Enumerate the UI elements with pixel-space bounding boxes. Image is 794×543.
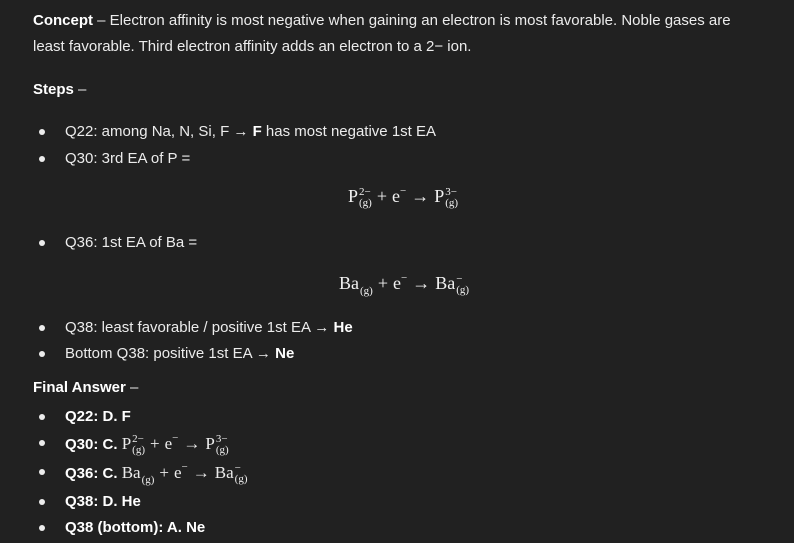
bullet-dot [39,414,45,420]
eq-ba-product-sub: (g) [456,283,470,296]
bullet-dot [39,440,45,446]
equation-p [348,183,458,212]
eq-p-base: P [348,186,359,206]
step-q38b-answer: Ne [275,345,295,362]
eq-electron-sup: − [400,185,407,197]
eq-electron: e [392,186,400,206]
eq-p-product-sub: (g) [445,196,459,209]
eq-ba-product: Ba [214,463,234,482]
bullet-dot [39,240,45,246]
step-q38-answer: He [333,319,353,336]
step-q38 [65,318,353,338]
step-q22-text: Q22: among Na, N, Si, F → [65,123,253,140]
step-q22-answer: F [252,123,262,140]
eq-ba-base: Ba [339,273,359,293]
eq-p-product: P [434,186,445,206]
eq-ba-product-sub: (g) [234,473,248,486]
final-answer-q38-bottom-text: Q38 (bottom): A. Ne [65,519,206,536]
step-q22-tail: has most negative 1st EA [261,123,437,140]
step-q30 [65,149,190,169]
eq-p-product-sub: (g) [215,444,229,457]
eq-electron-sup: − [181,461,188,473]
final-heading [33,378,138,398]
eq-ba-product: Ba [435,273,456,293]
final-answer-q22-text: Q22: D. F [65,408,131,425]
final-answer-q30 [65,432,229,458]
final-answer-q36 [65,461,247,487]
concept-text-2: least favorable. Third electron affinity adds an electron to a 2− ion. [33,38,472,55]
eq-electron: e [164,434,173,453]
eq-plus: + [377,273,388,293]
final-answer-q22 [65,407,131,427]
steps-label: Steps [33,81,74,98]
eq-p-sub: (g) [132,444,145,457]
step-q38-text: Q38: least favorable / positive 1st EA → [65,319,334,336]
eq-arrow: → [192,463,210,482]
eq-electron: e [392,273,401,293]
steps-suffix: – [73,81,87,98]
eq-plus: + [149,434,160,453]
equation-ba [339,270,469,299]
eq-p-sup: 2− [359,185,371,198]
final-answer-q38-text: Q38: D. He [65,493,141,510]
concept-label: Concept [33,12,93,29]
eq-arrow: → [183,434,201,453]
final-answer-q30-text: Q30: C. [65,436,122,453]
eq-electron: e [174,463,182,482]
step-q22 [65,122,436,142]
step-q38-bottom [65,344,294,364]
eq-p-sub: (g) [359,196,372,209]
step-q36 [65,233,197,253]
bullet-dot [39,156,45,162]
bullet-dot [39,499,45,505]
final-label: Final Answer [33,379,126,396]
eq-electron-sup: − [400,272,408,284]
eq-plus: + [159,463,169,482]
eq-p-product-sup: 3− [445,185,457,198]
concept-line-1 [33,11,731,31]
concept-text-1: – Electron affinity is most negative when gaining an electron is most favorable. Noble gases are [93,12,731,29]
eq-p-sup: 2− [132,433,144,446]
eq-arrow: → [411,186,430,206]
eq-p-product-sup: 3− [215,433,228,446]
eq-ba-base: Ba [121,463,141,482]
bullet-dot [39,351,45,357]
eq-p-base: P [121,434,132,453]
bullet-dot [39,469,45,475]
final-suffix: – [125,379,139,396]
steps-heading [33,80,86,100]
bullet-dot [39,325,45,331]
eq-p-product: P [205,434,215,453]
concept-line-2 [33,37,471,57]
eq-ba-sub: (g) [360,285,373,297]
bullet-dot [39,525,45,531]
final-answer-q36-text: Q36: C. [65,465,122,482]
eq-arrow: → [412,273,431,293]
eq-electron-sup: − [172,432,179,444]
bullet-dot [39,129,45,135]
eq-ba-sub: (g) [141,474,155,486]
final-answer-q38 [65,492,141,512]
step-q30-text: Q30: 3rd EA of P = [65,150,191,167]
eq-ba-product-sup: − [456,272,463,285]
step-q38b-text: Bottom Q38: positive 1st EA → [65,345,276,362]
eq-plus: + [376,186,387,206]
step-q36-text: Q36: 1st EA of Ba = [65,234,198,251]
final-answer-q38-bottom [65,518,205,538]
eq-ba-product-sup: − [234,462,241,475]
